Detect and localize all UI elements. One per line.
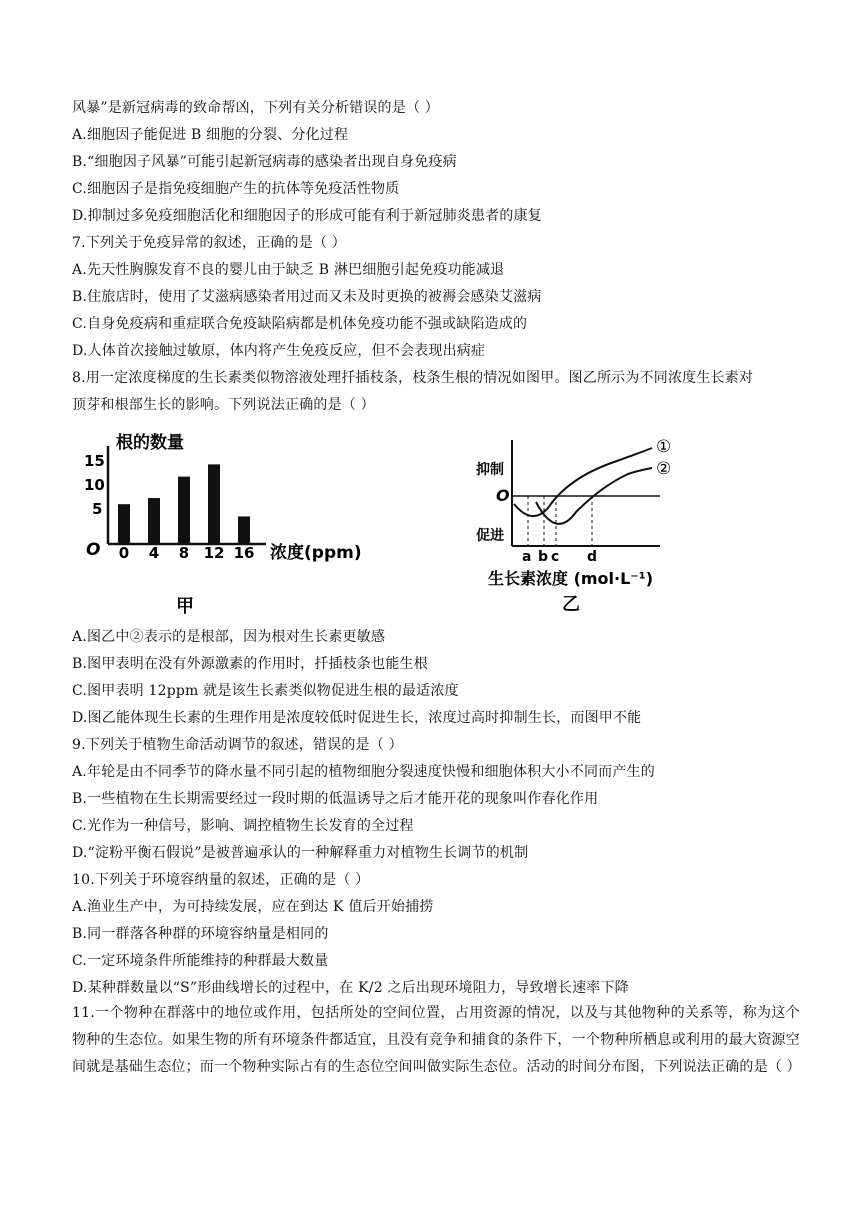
mark-c: c [551,549,560,565]
figure-jia-bar-chart [80,428,400,618]
y-tick-label: 15 [84,452,105,470]
x-tick-labels [119,544,255,562]
figure-yi-curve-diagram [452,428,712,620]
question-10-stem: 10.下列关于环境容纳量的叙述，正确的是（ ） [72,872,370,888]
mark-d: d [587,549,598,565]
bar-0 [118,504,130,544]
mark-b: b [538,549,549,565]
question-11-stem: 11.一个物种在群落中的地位或作用，包括所处的空间位置，占用资源的情况，以及与其他物种的关系等，称为这个物种的生态位。如果生物的所有环境条件都适宜，且没有竞争和捕食的条件下，一个物种所栖息或利用的最大资源空间就是基础生态位；而一个物种实际占有的生态位空间叫做实际生态位。活动的时间分布图，下列说法正确的是（ ） [72,1005,801,1075]
curve-2-label: ② [656,459,672,479]
q7-option-a: A.先天性胸腺发育不良的婴儿由于缺乏 B 淋巴细胞引起免疫功能减退 [72,262,505,278]
origin-label: O [496,486,510,505]
question-8-stem-line2: 顶芽和根部生长的影响。下列说法正确的是（ ） [72,397,375,413]
q9-option-c: C.光作为一种信号，影响、调控植物生长发育的全过程 [72,818,414,834]
q6-option-d: D.抑制过多免疫细胞活化和细胞因子的形成可能有利于新冠肺炎患者的康复 [72,208,542,224]
q10-option-d: D.某种群数量以“S”形曲线增长的过程中，在 K/2 之后出现环境阻力，导致增长速率下降 [72,980,629,996]
x-tick-label: 4 [148,544,160,562]
q7-option-b: B.住旅店时，使用了艾滋病感染者用过而又未及时更换的被褥会感染艾滋病 [72,289,542,305]
promote-label: 促进 [476,528,504,544]
inhibit-label: 抑制 [476,462,504,478]
bar-16 [238,516,250,544]
q6-option-a: A.细胞因子能促进 B 细胞的分裂、分化过程 [72,127,349,143]
x-tick-label: 0 [118,544,130,562]
x-tick-label: 8 [178,544,190,562]
y-axis-label: 根的数量 [116,433,184,453]
q7-option-c: C.自身免疫病和重症联合免疫缺陷病都是机体免疫功能不强或缺陷造成的 [72,316,528,332]
question-9-stem: 9.下列关于植物生命活动调节的叙述，错误的是（ ） [72,737,403,753]
question-6-stem-tail: 风暴”是新冠病毒的致命帮凶，下列有关分析错误的是（ ） [72,100,440,116]
mark-a: a [522,549,532,565]
x-axis-label: 浓度(ppm) [270,543,362,563]
q9-option-a: A.年轮是由不同季节的降水量不同引起的植物细胞分裂速度快慢和细胞体积大小不同而产生的 [72,764,655,780]
q9-option-d: D.“淀粉平衡石假说”是被普遍承认的一种解释重力对植物生长调节的机制 [72,845,529,861]
figure-caption-yi: 乙 [562,594,580,615]
q7-option-d: D.人体首次接触过敏原，体内将产生免疫反应，但不会表现出病症 [72,343,486,359]
q9-option-b: B.一些植物在生长期需要经过一段时期的低温诱导之后才能开花的现象叫作春化作用 [72,791,599,807]
y-tick-label: 5 [92,500,103,518]
y-tick-label: 10 [84,476,105,494]
bar-12 [208,464,220,544]
q6-option-b: B.“细胞因子风暴”可能引起新冠病毒的感染者出现自身免疫病 [72,154,457,170]
figure-caption-jia: 甲 [176,596,194,617]
curve-1-label: ① [656,437,672,457]
bar-8 [178,477,190,544]
q10-option-c: C.一定环境条件所能维持的种群最大数量 [72,953,329,969]
question-8-stem-line1: 8.用一定浓度梯度的生长素类似物溶液处理扦插枝条，枝条生根的情况如图甲。图乙所示为不同浓度生长素对 [72,370,754,386]
q6-option-c: C.细胞因子是指免疫细胞产生的抗体等免疫活性物质 [72,181,400,197]
bar-group [118,464,250,544]
bar-4 [148,498,160,544]
q10-option-b: B.同一群落各种群的环境容纳量是相同的 [72,926,329,942]
origin-label: O [86,540,101,560]
question-7-stem: 7.下列关于免疫异常的叙述，正确的是（ ） [72,235,347,251]
q8-option-a: A.图乙中②表示的是根部，因为根对生长素更敏感 [72,629,386,645]
q8-option-b: B.图甲表明在没有外源激素的作用时，扦插枝条也能生根 [72,656,428,672]
q8-option-d: D.图乙能体现生长素的生理作用是浓度较低时促进生长，浓度过高时抑制生长，而图甲不能 [72,710,642,726]
x-tick-label: 16 [233,544,255,562]
q8-option-c: C.图甲表明 12ppm 就是该生长素类似物促进生根的最适浓度 [72,683,459,699]
q10-option-a: A.渔业生产中，为可持续发展，应在到达 K 值后开始捕捞 [72,899,434,915]
x-axis-label: 生长素浓度 (mol·L⁻¹) [488,569,654,588]
x-tick-label: 12 [203,544,225,562]
